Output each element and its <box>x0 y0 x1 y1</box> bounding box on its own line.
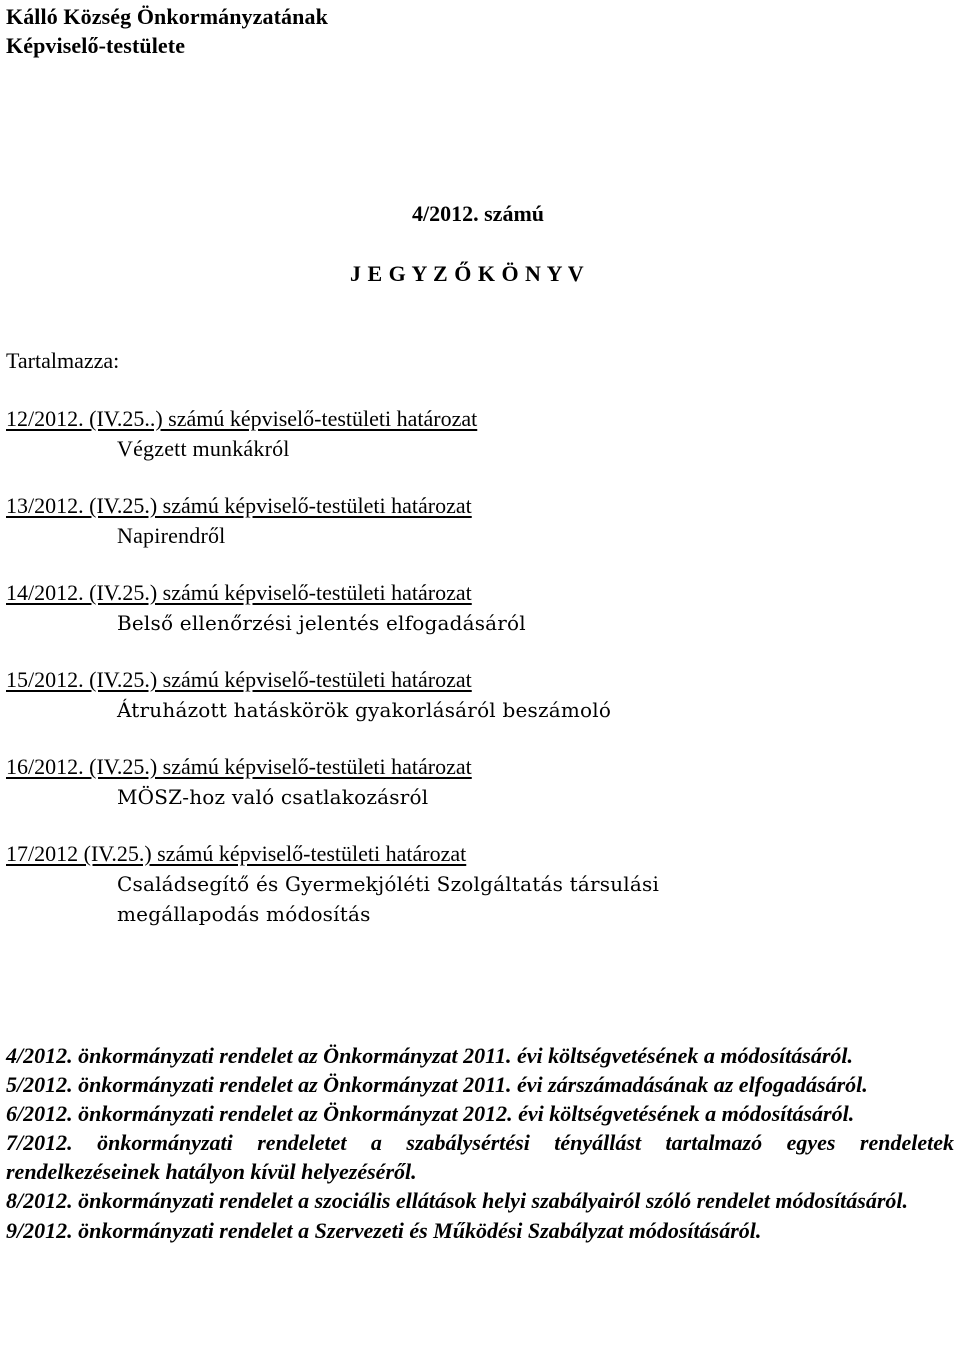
resolution-heading: 12/2012. (IV.25..) számú képviselő-testületi határozat <box>6 406 478 431</box>
resolution-subject: Napirendről <box>117 523 226 548</box>
decree-item: 7/2012. önkormányzati rendeletet a szabálysértési tényállást tartalmazó egyes rendeletek rendelkezéseinek hatályon kívül helyezéséről. <box>6 1130 954 1185</box>
resolution-heading: 13/2012. (IV.25.) számú képviselő-testületi határozat <box>6 493 472 518</box>
decree-item: 6/2012. önkormányzati rendelet az Önkormányzat 2012. évi költségvetésének a módosításáról. <box>6 1101 855 1127</box>
resolution-subject: Belső ellenőrzési jelentés elfogadásáról <box>117 611 526 635</box>
resolution-item <box>6 404 477 464</box>
resolution-heading: 14/2012. (IV.25.) számú képviselő-testületi határozat <box>6 580 472 605</box>
decree-item: 9/2012. önkormányzati rendelet a Szervezeti és Működési Szabályzat módosításáról. <box>6 1217 762 1243</box>
resolution-subject: Átruházott hatáskörök gyakorlásáról beszámoló <box>117 698 612 722</box>
resolution-item <box>6 839 659 929</box>
resolution-subject: megállapodás módosítás <box>117 902 371 926</box>
resolution-subject: Végzett munkákról <box>117 436 290 461</box>
minutes-number: 4/2012. számú <box>412 201 544 226</box>
resolution-item <box>6 491 472 551</box>
resolution-heading: 16/2012. (IV.25.) számú képviselő-testületi határozat <box>6 754 472 779</box>
resolution-heading: 15/2012. (IV.25.) számú képviselő-testületi határozat <box>6 667 472 692</box>
decree-item: 8/2012. önkormányzati rendelet a szociális ellátások helyi szabályairól szóló rendelet módosításáról. <box>6 1188 909 1214</box>
document-title: J E G Y Z Ő K Ö N Y V <box>350 261 585 286</box>
decree-item: 5/2012. önkormányzati rendelet az Önkormányzat 2011. évi zárszámadásának az elfogadásáról. <box>6 1072 868 1098</box>
decree-list <box>6 1041 954 1245</box>
resolution-heading: 17/2012 (IV.25.) számú képviselő-testületi határozat <box>6 841 467 866</box>
resolution-item <box>6 578 526 638</box>
decree-item: 4/2012. önkormányzati rendelet az Önkormányzat 2011. évi költségvetésének a módosításáról. <box>6 1043 853 1068</box>
resolution-subject: MÖSZ-hoz való csatlakozásról <box>117 785 429 809</box>
contents-label: Tartalmazza: <box>6 348 120 373</box>
issuer-name: Kálló Község Önkormányzatának <box>6 4 328 29</box>
resolution-item <box>6 665 611 725</box>
issuer-header <box>6 2 328 60</box>
issuer-body: Képviselő-testülete <box>6 33 186 58</box>
resolution-item <box>6 752 472 812</box>
resolution-subject: Családsegítő és Gyermekjóléti Szolgáltatás társulási <box>117 872 660 896</box>
